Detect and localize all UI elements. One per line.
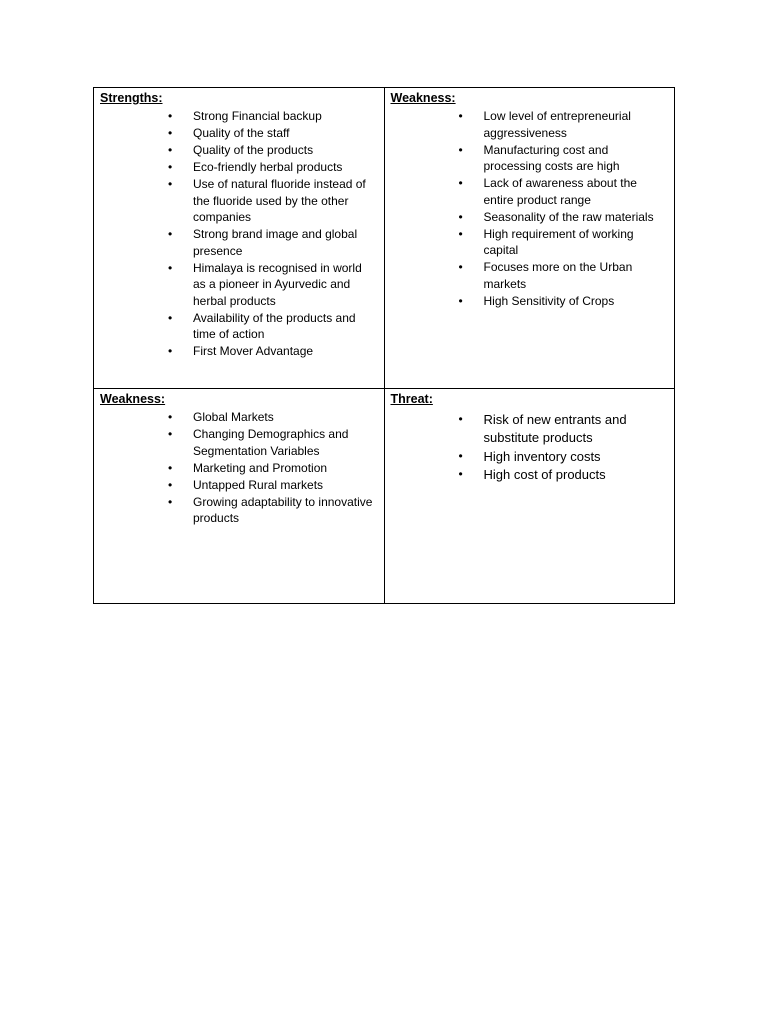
list-item [100, 260, 378, 310]
weakness-top-heading: Weakness: [390, 91, 456, 105]
list-item-text: Growing adaptability to innovative products [193, 494, 373, 525]
list-item-text: Lack of awareness about the entire product range [483, 176, 637, 207]
bullet-icon: • [168, 126, 173, 140]
list-item-text: Manufacturing cost and processing costs are high [483, 142, 620, 173]
bullet-icon: • [168, 260, 173, 275]
bullet-icon: • [168, 494, 173, 509]
list-item-text: Quality of the staff [193, 126, 290, 140]
bullet-icon: • [458, 226, 463, 241]
bullet-icon: • [458, 176, 463, 190]
bullet-icon: • [458, 209, 463, 224]
list-item [391, 142, 669, 175]
list-item-text: Low level of entrepreneurial aggressiveness [483, 109, 631, 140]
bullet-icon: • [458, 448, 463, 463]
list-item-text: Marketing and Promotion [193, 460, 328, 475]
bullet-icon: • [168, 160, 173, 174]
threat-cell [384, 389, 675, 604]
list-item [100, 477, 378, 494]
list-item [391, 448, 669, 466]
list-item-text: Eco-friendly herbal products [193, 160, 343, 174]
bullet-icon: • [168, 460, 173, 475]
bullet-icon: • [168, 410, 173, 424]
swot-table [93, 87, 675, 604]
weakness-top-cell [384, 88, 675, 389]
bullet-icon: • [168, 310, 173, 325]
list-item [100, 460, 378, 477]
list-item [100, 108, 378, 125]
bullet-icon: • [458, 109, 463, 123]
strengths-heading: Strengths: [100, 91, 163, 105]
bullet-icon: • [168, 344, 173, 358]
bullet-icon: • [458, 260, 463, 274]
threat-list [391, 411, 669, 484]
list-item [100, 176, 378, 226]
list-item [100, 426, 378, 459]
list-item-text: Seasonality of the raw materials [483, 209, 654, 224]
list-item-text: High requirement of working capital [483, 226, 634, 257]
list-item [100, 226, 378, 259]
list-item [391, 209, 669, 226]
list-item-text: First Mover Advantage [193, 344, 314, 358]
list-item-text: Himalaya is recognised in world as a pioneer in Ayurvedic and herbal products [193, 260, 362, 308]
list-item-text: Risk of new entrants and substitute products [483, 412, 627, 445]
list-item-text: Strong Financial backup [193, 109, 322, 123]
list-item [100, 142, 378, 159]
weakness-top-list [391, 108, 669, 309]
weakness-bottom-heading: Weakness: [100, 392, 166, 406]
list-item [391, 293, 669, 310]
list-item [100, 343, 378, 360]
list-item-text: High cost of products [483, 467, 606, 482]
bullet-icon: • [168, 227, 173, 241]
list-item [391, 108, 669, 141]
list-item-text: Availability of the products and time of action [193, 310, 356, 341]
list-item-text: Changing Demographics and Segmentation Variables [193, 427, 349, 458]
list-item [391, 175, 669, 208]
weakness-bottom-cell [94, 389, 385, 604]
list-item-text: High Sensitivity of Crops [483, 293, 615, 308]
bullet-icon: • [458, 467, 463, 481]
bullet-icon: • [458, 293, 463, 308]
strengths-cell [94, 88, 385, 389]
list-item-text: High inventory costs [483, 448, 601, 464]
weakness-bottom-list [100, 409, 378, 527]
list-item-text: Focuses more on the Urban markets [483, 260, 633, 291]
list-item-text: Quality of the products [193, 143, 314, 157]
bullet-icon: • [168, 109, 173, 123]
list-item-text: Strong brand image and global presence [193, 227, 358, 258]
bullet-icon: • [458, 142, 463, 157]
list-item [100, 125, 378, 142]
list-item [391, 259, 669, 292]
list-item [100, 159, 378, 176]
list-item [100, 409, 378, 426]
list-item [391, 411, 669, 447]
bullet-icon: • [458, 412, 463, 426]
bullet-icon: • [168, 177, 173, 191]
bullet-icon: • [168, 477, 173, 492]
list-item [391, 226, 669, 259]
strengths-list [100, 108, 378, 360]
list-item-text: Global Markets [193, 410, 274, 424]
threat-heading: Threat: [390, 392, 433, 406]
list-item [100, 494, 378, 527]
list-item-text: Untapped Rural markets [193, 477, 324, 492]
list-item-text: Use of natural fluoride instead of the fluoride used by the other companies [193, 177, 366, 224]
bullet-icon: • [168, 143, 173, 157]
list-item [391, 466, 669, 484]
list-item [100, 310, 378, 343]
bullet-icon: • [168, 427, 173, 441]
